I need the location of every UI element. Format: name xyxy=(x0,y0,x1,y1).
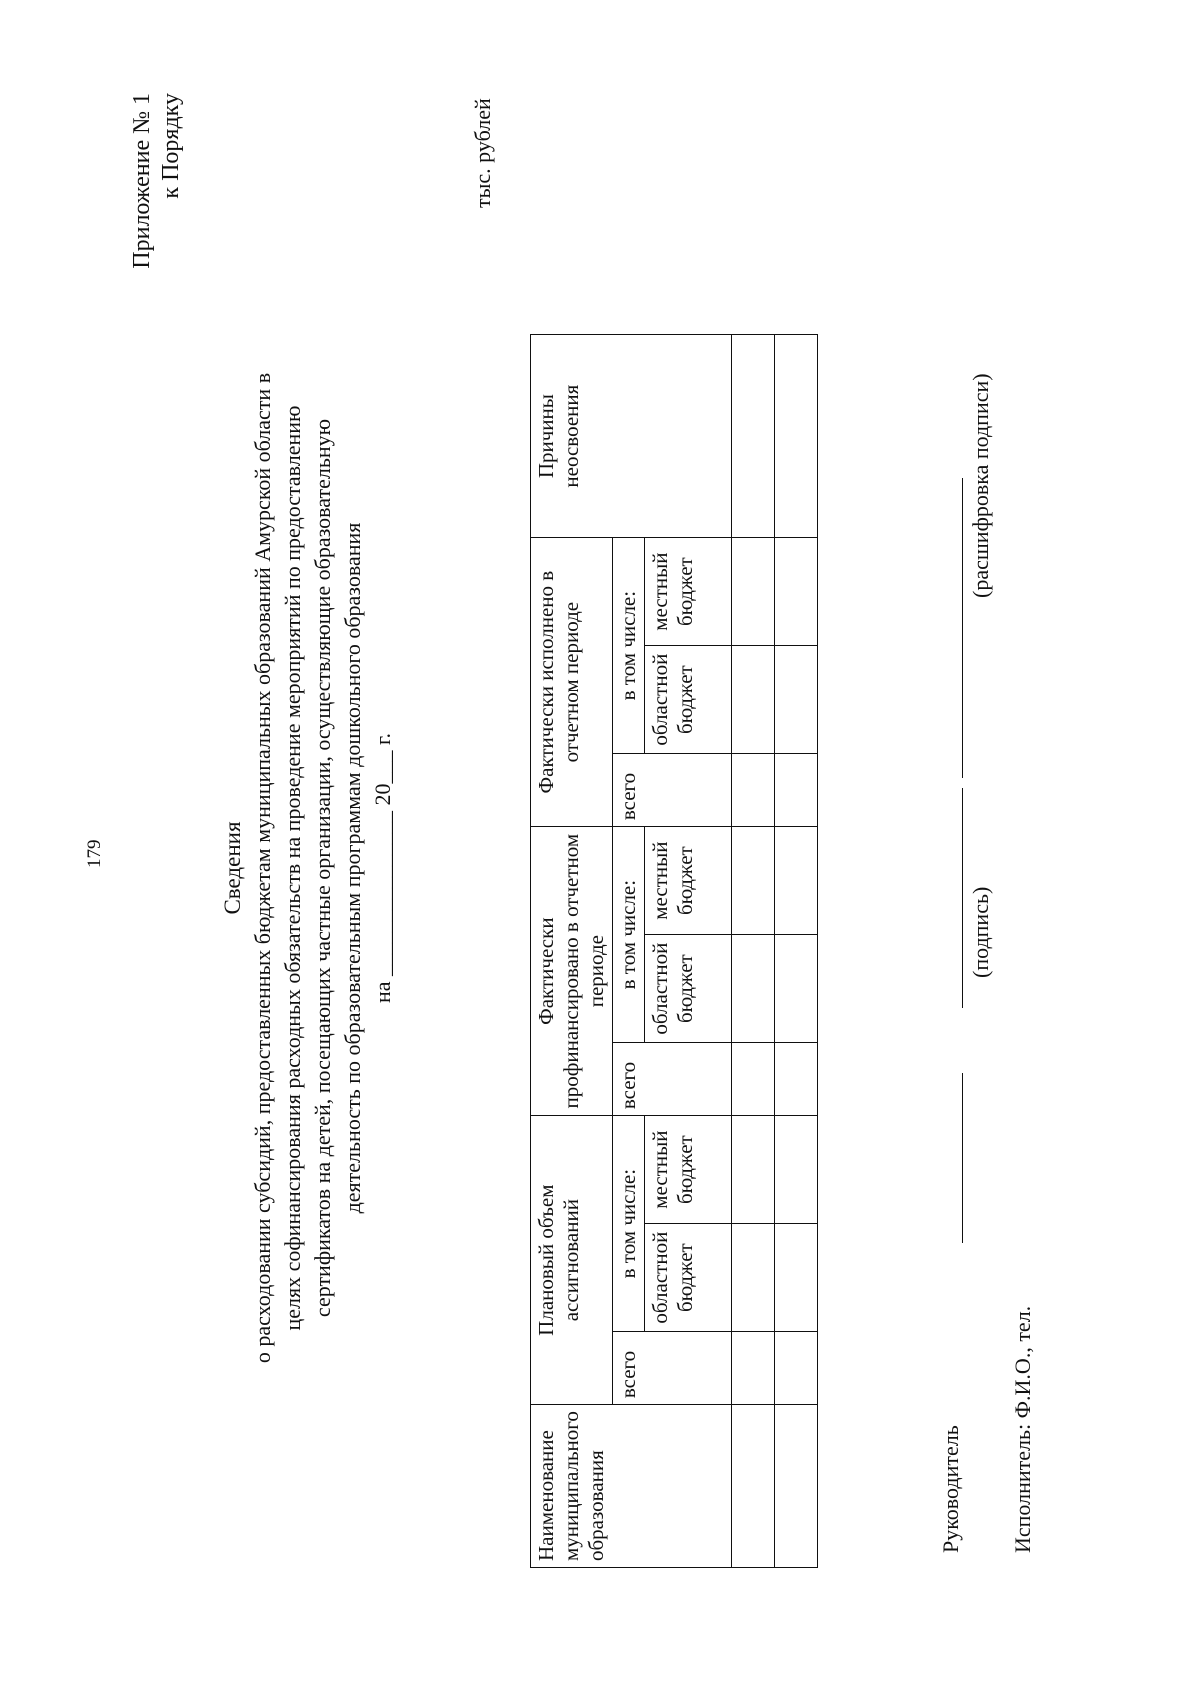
executed-including: в том числе: xyxy=(613,538,645,754)
header-name: Наименование муниципального образования xyxy=(531,1405,732,1568)
table-cell xyxy=(775,754,818,827)
signature-line xyxy=(962,1073,963,1243)
executor-label: Исполнитель: Ф.И.О., тел. xyxy=(1010,1305,1035,1553)
table-cell xyxy=(732,538,775,646)
table-cell xyxy=(732,935,775,1043)
table-cell xyxy=(732,754,775,827)
table-cell xyxy=(732,646,775,754)
header-plan: Плановый объем ассигнований xyxy=(531,1116,613,1405)
table-row xyxy=(775,335,818,1568)
table-cell xyxy=(775,335,818,538)
table-cell xyxy=(775,1224,818,1332)
executed-regional: областной бюджет xyxy=(645,646,732,754)
appendix-line2: к Порядку xyxy=(158,93,184,199)
table-cell xyxy=(775,1405,818,1568)
appendix-line1: Приложение № 1 xyxy=(129,93,155,269)
table-row xyxy=(732,335,775,1568)
report-table xyxy=(530,334,818,1568)
header-row-1 xyxy=(531,335,613,1568)
financed-total: всего xyxy=(613,1043,732,1116)
title-date-line: на _______________ 20___ г. xyxy=(370,732,395,1004)
table-cell xyxy=(775,1116,818,1224)
plan-regional: областной бюджет xyxy=(645,1224,732,1332)
title-heading: Сведения xyxy=(220,821,245,915)
header-financed: Фактически профинансировано в отчетном периоде xyxy=(531,827,613,1116)
title-line2: целях софинансирования расходных обязательств на проведение мероприятий по предоставлению xyxy=(280,405,305,1331)
header-reasons: Причины неосвоения xyxy=(531,335,732,538)
table-cell xyxy=(732,827,775,935)
signature-caption: (подпись) xyxy=(968,886,993,978)
plan-including: в том числе: xyxy=(613,1116,645,1332)
plan-local: местный бюджет xyxy=(645,1116,732,1224)
table-cell xyxy=(775,1043,818,1116)
table-cell xyxy=(775,646,818,754)
table-cell xyxy=(732,1043,775,1116)
executed-total: всего xyxy=(613,754,732,827)
table-cell xyxy=(775,1332,818,1405)
executed-local: местный бюджет xyxy=(645,538,732,646)
table-cell xyxy=(732,335,775,538)
decoding-caption: (расшифровка подписи) xyxy=(968,373,993,598)
title-line3: сертификатов на детей, посещающих частные организации, осуществляющие образовательную xyxy=(310,418,335,1318)
decoding-line xyxy=(962,788,963,1008)
document-title xyxy=(218,218,398,1518)
head-label: Руководитель xyxy=(938,1425,963,1553)
table-cell xyxy=(775,935,818,1043)
table-cell xyxy=(732,1224,775,1332)
table-cell xyxy=(732,1332,775,1405)
financed-local: местный бюджет xyxy=(645,827,732,935)
header-executed: Фактически исполнено в отчетном периоде xyxy=(531,538,613,827)
financed-regional: областной бюджет xyxy=(645,935,732,1043)
plan-total: всего xyxy=(613,1332,732,1405)
title-line1: о расходовании субсидий, предоставленных бюджетам муниципальных образований Амурской области в xyxy=(250,372,275,1364)
decoding-line-2 xyxy=(962,478,963,778)
table-cell xyxy=(732,1116,775,1224)
appendix-note xyxy=(128,93,186,333)
table-cell xyxy=(732,1405,775,1568)
table-cell xyxy=(775,827,818,935)
title-line4: деятельность по образовательным программам дошкольного образования xyxy=(340,522,365,1214)
table-cell xyxy=(775,538,818,646)
page-number: 179 xyxy=(84,839,105,868)
units-label: тыс. рублей xyxy=(470,98,495,208)
financed-including: в том числе: xyxy=(613,827,645,1043)
